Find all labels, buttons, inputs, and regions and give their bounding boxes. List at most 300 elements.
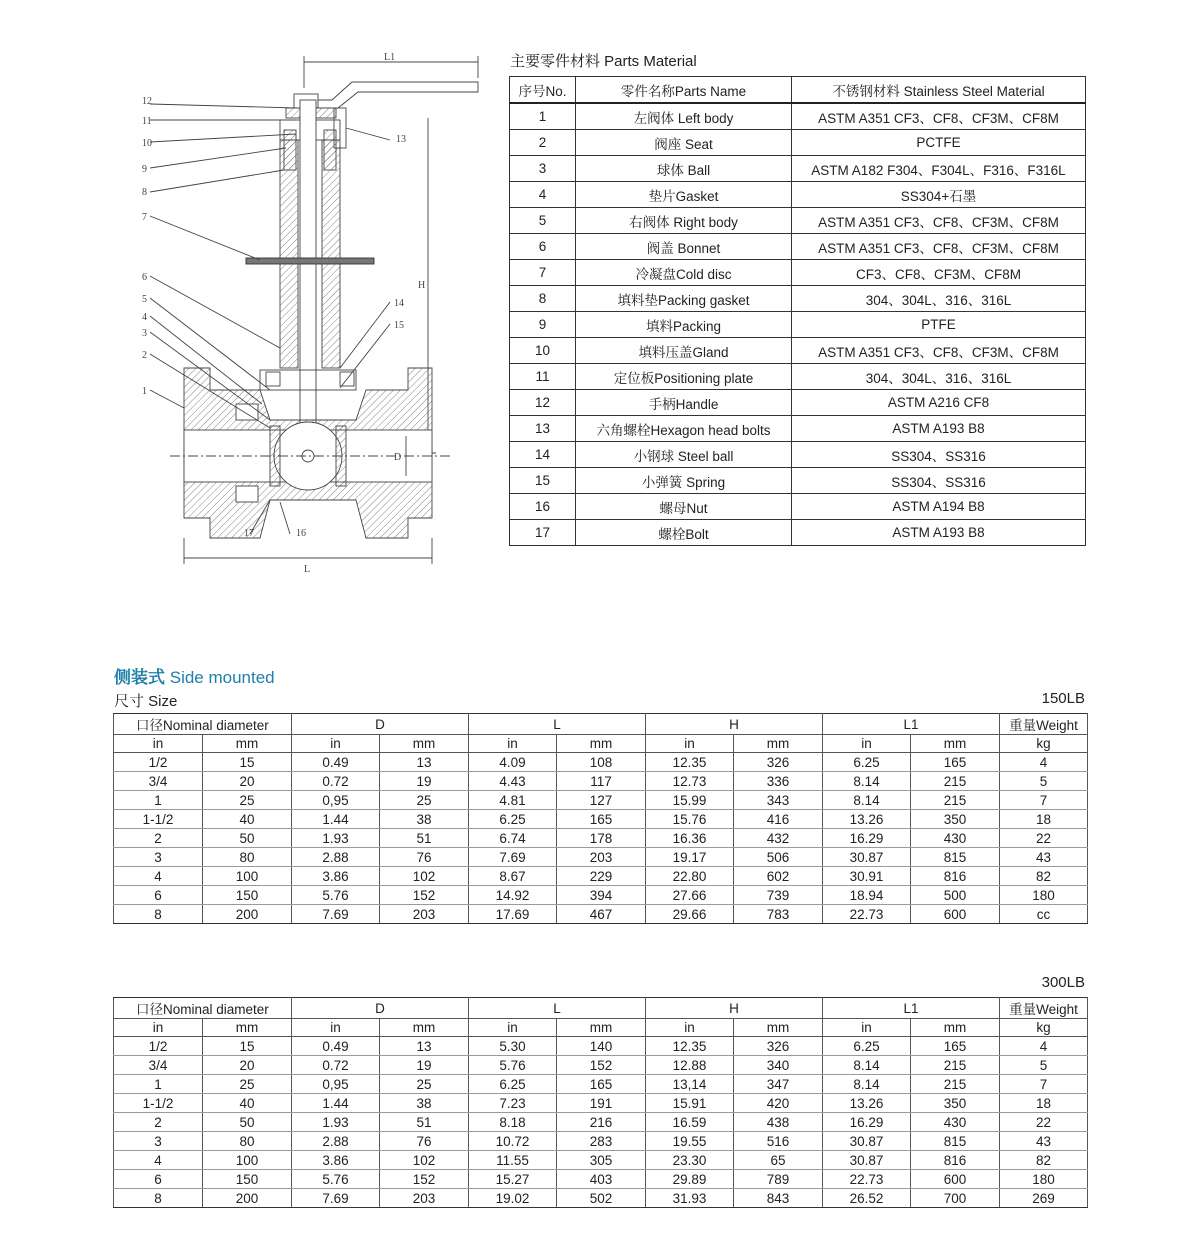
size-cell: 200 (203, 1189, 292, 1208)
size-cell: 6 (114, 1170, 203, 1189)
size-cell: 350 (911, 1094, 1000, 1113)
class-150-label: 150LB (1041, 690, 1085, 707)
callout-6: 6 (142, 272, 147, 283)
size-cell: 340 (734, 1056, 823, 1075)
part-no: 9 (510, 312, 576, 338)
size-cell: 22 (1000, 1113, 1088, 1132)
size-cell: cc (1000, 905, 1088, 924)
size-row (114, 905, 1088, 924)
size-cell: 27.66 (646, 886, 734, 905)
size-cell: 6 (114, 886, 203, 905)
parts-row (510, 130, 1086, 156)
size-cell: 1 (114, 791, 203, 810)
size-cell: 117 (557, 772, 646, 791)
size-cell: 20 (203, 772, 292, 791)
size-cell: 18.94 (823, 886, 911, 905)
size-table-150lb (113, 713, 1088, 924)
parts-row (510, 390, 1086, 416)
size-cell: 394 (557, 886, 646, 905)
parts-row (510, 103, 1086, 130)
size-cell: 15.27 (469, 1170, 557, 1189)
size-cell: 216 (557, 1113, 646, 1132)
size-cell: 165 (911, 1037, 1000, 1056)
part-no: 6 (510, 234, 576, 260)
header-unit: kg (1000, 1019, 1088, 1037)
size-cell: 430 (911, 1113, 1000, 1132)
size-row (114, 753, 1088, 772)
size-cell: 203 (380, 1189, 469, 1208)
size-cell: 65 (734, 1151, 823, 1170)
size-cell: 215 (911, 1075, 1000, 1094)
parts-row (510, 234, 1086, 260)
part-name: 填料垫Packing gasket (576, 286, 792, 312)
callout-5: 5 (142, 294, 147, 305)
dim-label-l1: L1 (384, 52, 396, 63)
size-cell: 180 (1000, 1170, 1088, 1189)
callout-3: 3 (142, 328, 147, 339)
part-name: 左阀体 Left body (576, 103, 792, 130)
part-no: 7 (510, 260, 576, 286)
size-cell: 152 (557, 1056, 646, 1075)
size-cell: 102 (380, 1151, 469, 1170)
part-name: 阀盖 Bonnet (576, 234, 792, 260)
header-l: L (469, 998, 646, 1019)
size-cell: 0.72 (292, 1056, 380, 1075)
size-cell: 19 (380, 772, 469, 791)
size-cell: 19.55 (646, 1132, 734, 1151)
size-cell: 1.93 (292, 1113, 380, 1132)
callout-14: 14 (394, 298, 404, 309)
part-name: 垫片Gasket (576, 182, 792, 208)
size-cell: 18 (1000, 1094, 1088, 1113)
size-cell: 229 (557, 867, 646, 886)
size-cell: 26.52 (823, 1189, 911, 1208)
size-cell: 1.44 (292, 1094, 380, 1113)
size-cell: 215 (911, 791, 1000, 810)
size-cell: 16.36 (646, 829, 734, 848)
size-cell: 2.88 (292, 1132, 380, 1151)
size-cell: 12.88 (646, 1056, 734, 1075)
size-cell: 127 (557, 791, 646, 810)
size-cell: 16.59 (646, 1113, 734, 1132)
callout-16: 16 (296, 528, 306, 539)
size-cell: 38 (380, 1094, 469, 1113)
size-cell: 50 (203, 1113, 292, 1132)
size-row (114, 1151, 1088, 1170)
size-cell: 102 (380, 867, 469, 886)
size-cell: 25 (203, 791, 292, 810)
size-cell: 8.14 (823, 791, 911, 810)
size-row (114, 1094, 1088, 1113)
size-cell: 600 (911, 905, 1000, 924)
header-l: L (469, 714, 646, 735)
valve-section-drawing (120, 48, 480, 578)
header-h: H (646, 998, 823, 1019)
size-cell: 326 (734, 1037, 823, 1056)
size-cell: 336 (734, 772, 823, 791)
size-cell: 29.89 (646, 1170, 734, 1189)
size-cell: 7.69 (292, 1189, 380, 1208)
part-no: 15 (510, 468, 576, 494)
size-cell: 152 (380, 886, 469, 905)
part-material: ASTM A351 CF3、CF8、CF3M、CF8M (792, 234, 1086, 260)
size-cell: 31.93 (646, 1189, 734, 1208)
parts-row (510, 520, 1086, 546)
size-cell: 51 (380, 1113, 469, 1132)
callout-11: 11 (142, 116, 152, 127)
callout-2: 2 (142, 350, 147, 361)
header-unit: in (292, 1019, 380, 1037)
size-cell: 467 (557, 905, 646, 924)
size-cell: 82 (1000, 867, 1088, 886)
size-cell: 12.35 (646, 1037, 734, 1056)
size-cell: 29.66 (646, 905, 734, 924)
size-cell: 815 (911, 848, 1000, 867)
size-cell: 8.67 (469, 867, 557, 886)
size-cell: 25 (380, 791, 469, 810)
size-cell: 76 (380, 848, 469, 867)
callout-9: 9 (142, 164, 147, 175)
size-cell: 1 (114, 1075, 203, 1094)
callout-17: 17 (244, 528, 254, 539)
callout-7: 7 (142, 212, 147, 223)
size-cell: 0.49 (292, 1037, 380, 1056)
size-cell: 15 (203, 753, 292, 772)
part-no: 16 (510, 494, 576, 520)
part-no: 1 (510, 103, 576, 130)
size-cell: 17.69 (469, 905, 557, 924)
size-cell: 165 (911, 753, 1000, 772)
header-unit: mm (557, 735, 646, 753)
size-row (114, 886, 1088, 905)
header-unit: mm (203, 735, 292, 753)
part-material: ASTM A194 B8 (792, 494, 1086, 520)
size-cell: 50 (203, 829, 292, 848)
part-material: 304、304L、316、316L (792, 286, 1086, 312)
parts-header-row (510, 77, 1086, 104)
parts-row (510, 182, 1086, 208)
part-material: 304、304L、316、316L (792, 364, 1086, 390)
size-cell: 269 (1000, 1189, 1088, 1208)
size-cell: 0.49 (292, 753, 380, 772)
size-header-units (114, 735, 1088, 753)
header-h: H (646, 714, 823, 735)
part-material: ASTM A351 CF3、CF8、CF3M、CF8M (792, 103, 1086, 130)
size-cell: 100 (203, 1151, 292, 1170)
size-cell: 22 (1000, 829, 1088, 848)
part-name: 小弹簧 Spring (576, 468, 792, 494)
part-no: 13 (510, 416, 576, 442)
header-unit: mm (203, 1019, 292, 1037)
part-name: 填料压盖Gland (576, 338, 792, 364)
size-cell: 5.76 (292, 886, 380, 905)
size-cell: 30.87 (823, 1132, 911, 1151)
header-unit: in (469, 1019, 557, 1037)
size-cell: 8 (114, 1189, 203, 1208)
size-cell: 430 (911, 829, 1000, 848)
size-cell: 165 (557, 810, 646, 829)
size-cell: 22.73 (823, 905, 911, 924)
size-cell: 600 (911, 1170, 1000, 1189)
size-cell: 15.99 (646, 791, 734, 810)
part-material: ASTM A182 F304、F304L、F316、F316L (792, 156, 1086, 182)
size-cell: 25 (203, 1075, 292, 1094)
size-cell: 0,95 (292, 1075, 380, 1094)
part-no: 5 (510, 208, 576, 234)
part-name: 球体 Ball (576, 156, 792, 182)
size-cell: 6.25 (469, 810, 557, 829)
size-cell: 4 (1000, 1037, 1088, 1056)
parts-material-table (509, 76, 1086, 546)
size-cell: 40 (203, 1094, 292, 1113)
header-l1: L1 (823, 714, 1000, 735)
size-cell: 14.92 (469, 886, 557, 905)
size-cell: 1/2 (114, 1037, 203, 1056)
part-name: 六角螺栓Hexagon head bolts (576, 416, 792, 442)
size-cell: 22.80 (646, 867, 734, 886)
header-l1: L1 (823, 998, 1000, 1019)
size-cell: 739 (734, 886, 823, 905)
size-cell: 108 (557, 753, 646, 772)
header-unit: in (823, 735, 911, 753)
size-row (114, 1113, 1088, 1132)
size-cell: 13 (380, 1037, 469, 1056)
header-weight: 重量Weight (1000, 998, 1088, 1019)
size-cell: 1.44 (292, 810, 380, 829)
header-unit: in (646, 1019, 734, 1037)
parts-row (510, 286, 1086, 312)
size-cell: 20 (203, 1056, 292, 1075)
callout-15: 15 (394, 320, 404, 331)
size-cell: 150 (203, 1170, 292, 1189)
section-title-en: Side mounted (169, 668, 275, 687)
parts-row (510, 208, 1086, 234)
header-unit: in (114, 735, 203, 753)
part-name: 螺栓Bolt (576, 520, 792, 546)
size-cell: 516 (734, 1132, 823, 1151)
size-cell: 7.23 (469, 1094, 557, 1113)
size-cell: 6.74 (469, 829, 557, 848)
part-name: 右阀体 Right body (576, 208, 792, 234)
header-unit: in (646, 735, 734, 753)
size-cell: 506 (734, 848, 823, 867)
size-cell: 2 (114, 829, 203, 848)
size-cell: 3 (114, 848, 203, 867)
parts-row (510, 338, 1086, 364)
size-cell: 191 (557, 1094, 646, 1113)
size-row (114, 1075, 1088, 1094)
size-cell: 203 (380, 905, 469, 924)
header-part-name: 零件名称Parts Name (576, 77, 792, 104)
part-material: ASTM A216 CF8 (792, 390, 1086, 416)
size-cell: 602 (734, 867, 823, 886)
size-cell: 38 (380, 810, 469, 829)
size-cell: 11.55 (469, 1151, 557, 1170)
size-header-groups (114, 998, 1088, 1019)
callout-1: 1 (142, 386, 147, 397)
size-row (114, 848, 1088, 867)
part-material: PCTFE (792, 130, 1086, 156)
header-nominal-diameter: 口径Nominal diameter (114, 714, 292, 735)
part-material: ASTM A351 CF3、CF8、CF3M、CF8M (792, 338, 1086, 364)
size-row (114, 810, 1088, 829)
size-cell: 16.29 (823, 829, 911, 848)
part-no: 10 (510, 338, 576, 364)
part-no: 3 (510, 156, 576, 182)
size-cell: 700 (911, 1189, 1000, 1208)
parts-row (510, 260, 1086, 286)
part-material: ASTM A193 B8 (792, 416, 1086, 442)
size-cell: 19 (380, 1056, 469, 1075)
header-nominal-diameter: 口径Nominal diameter (114, 998, 292, 1019)
size-cell: 30.91 (823, 867, 911, 886)
callout-4: 4 (142, 312, 147, 323)
header-unit: kg (1000, 735, 1088, 753)
size-cell: 1-1/2 (114, 810, 203, 829)
size-cell: 12.35 (646, 753, 734, 772)
size-cell: 283 (557, 1132, 646, 1151)
size-cell: 3/4 (114, 772, 203, 791)
size-row (114, 1189, 1088, 1208)
size-cell: 502 (557, 1189, 646, 1208)
size-cell: 1-1/2 (114, 1094, 203, 1113)
header-unit: mm (380, 1019, 469, 1037)
size-cell: 416 (734, 810, 823, 829)
size-cell: 215 (911, 772, 1000, 791)
size-cell: 816 (911, 1151, 1000, 1170)
size-cell: 8.14 (823, 772, 911, 791)
size-cell: 15.76 (646, 810, 734, 829)
callout-13: 13 (396, 134, 406, 145)
size-cell: 15.91 (646, 1094, 734, 1113)
size-cell: 4 (114, 867, 203, 886)
size-cell: 4 (114, 1151, 203, 1170)
size-cell: 180 (1000, 886, 1088, 905)
header-d: D (292, 998, 469, 1019)
part-no: 17 (510, 520, 576, 546)
part-material: SS304+石墨 (792, 182, 1086, 208)
size-cell: 6.25 (823, 1037, 911, 1056)
size-cell: 18 (1000, 810, 1088, 829)
size-cell: 19.17 (646, 848, 734, 867)
callout-10: 10 (142, 138, 152, 149)
part-material: CF3、CF8、CF3M、CF8M (792, 260, 1086, 286)
size-label: 尺寸 Size (114, 693, 178, 710)
dim-label-h: H (418, 280, 426, 291)
size-cell: 2.88 (292, 848, 380, 867)
header-d: D (292, 714, 469, 735)
size-cell: 23.30 (646, 1151, 734, 1170)
size-cell: 51 (380, 829, 469, 848)
size-cell: 13 (380, 753, 469, 772)
size-cell: 4.43 (469, 772, 557, 791)
parts-row (510, 494, 1086, 520)
size-cell: 22.73 (823, 1170, 911, 1189)
size-cell: 203 (557, 848, 646, 867)
size-row (114, 1037, 1088, 1056)
parts-row (510, 468, 1086, 494)
section-title-cn: 侧装式 (114, 668, 165, 687)
parts-row (510, 364, 1086, 390)
size-cell: 5 (1000, 772, 1088, 791)
size-cell: 76 (380, 1132, 469, 1151)
dim-label-l: L (304, 564, 311, 575)
header-unit: mm (380, 735, 469, 753)
size-cell: 200 (203, 905, 292, 924)
header-unit: mm (734, 735, 823, 753)
size-cell: 5.76 (469, 1056, 557, 1075)
size-cell: 7 (1000, 1075, 1088, 1094)
size-cell: 10.72 (469, 1132, 557, 1151)
size-cell: 15 (203, 1037, 292, 1056)
size-cell: 30.87 (823, 1151, 911, 1170)
size-cell: 4.09 (469, 753, 557, 772)
part-name: 阀座 Seat (576, 130, 792, 156)
size-table-300lb (113, 997, 1088, 1208)
header-unit: in (823, 1019, 911, 1037)
size-cell: 7.69 (292, 905, 380, 924)
size-cell: 43 (1000, 848, 1088, 867)
parts-material-title: 主要零件材料 Parts Material (510, 53, 697, 70)
size-cell: 815 (911, 1132, 1000, 1151)
size-cell: 5 (1000, 1056, 1088, 1075)
part-material: ASTM A351 CF3、CF8、CF3M、CF8M (792, 208, 1086, 234)
section-title (114, 663, 275, 688)
size-cell: 13,14 (646, 1075, 734, 1094)
callout-12: 12 (142, 96, 152, 107)
header-no: 序号No. (510, 77, 576, 104)
size-cell: 3/4 (114, 1056, 203, 1075)
part-material: ASTM A193 B8 (792, 520, 1086, 546)
size-row (114, 1132, 1088, 1151)
part-material: SS304、SS316 (792, 468, 1086, 494)
size-cell: 0,95 (292, 791, 380, 810)
part-material: SS304、SS316 (792, 442, 1086, 468)
part-name: 定位板Positioning plate (576, 364, 792, 390)
size-cell: 5.30 (469, 1037, 557, 1056)
part-no: 4 (510, 182, 576, 208)
size-cell: 326 (734, 753, 823, 772)
size-row (114, 772, 1088, 791)
size-cell: 6.25 (469, 1075, 557, 1094)
header-unit: mm (911, 1019, 1000, 1037)
callout-8: 8 (142, 187, 147, 198)
size-cell: 7.69 (469, 848, 557, 867)
size-cell: 150 (203, 886, 292, 905)
size-cell: 500 (911, 886, 1000, 905)
size-cell: 82 (1000, 1151, 1088, 1170)
size-cell: 12.73 (646, 772, 734, 791)
size-cell: 0.72 (292, 772, 380, 791)
size-cell: 7 (1000, 791, 1088, 810)
parts-row (510, 442, 1086, 468)
size-cell: 347 (734, 1075, 823, 1094)
header-unit: in (469, 735, 557, 753)
part-name: 填料Packing (576, 312, 792, 338)
part-name: 手柄Handle (576, 390, 792, 416)
size-cell: 165 (557, 1075, 646, 1094)
size-cell: 8 (114, 905, 203, 924)
header-weight: 重量Weight (1000, 714, 1088, 735)
size-cell: 816 (911, 867, 1000, 886)
size-cell: 16.29 (823, 1113, 911, 1132)
size-cell: 13.26 (823, 1094, 911, 1113)
dim-label-d: D (394, 452, 402, 463)
size-cell: 13.26 (823, 810, 911, 829)
size-cell: 100 (203, 867, 292, 886)
part-no: 8 (510, 286, 576, 312)
size-cell: 305 (557, 1151, 646, 1170)
